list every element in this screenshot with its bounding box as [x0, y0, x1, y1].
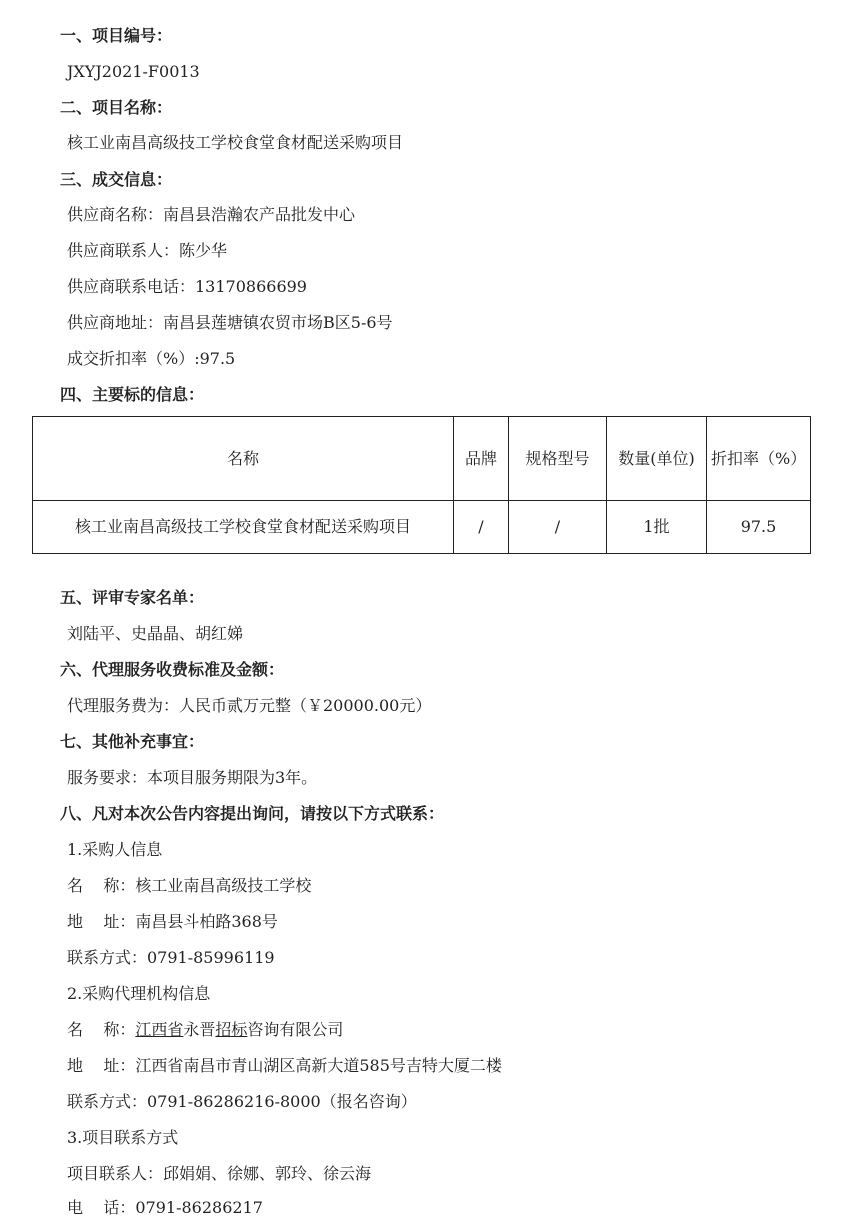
- agency-name-label: 名 称：: [67, 1020, 136, 1039]
- header-quantity: 数量(单位): [607, 417, 707, 501]
- expert-list: 刘陆平、史晶晶、胡红娣: [67, 624, 244, 643]
- project-phone-value: 0791-86286217: [135, 1198, 263, 1217]
- section-5-heading: 五、评审专家名单：: [60, 588, 205, 607]
- purchaser-address-label: 地 址：: [67, 912, 136, 931]
- section-1-heading: 一、项目编号：: [60, 26, 173, 45]
- purchaser-name: [67, 876, 311, 896]
- project-contact-people: 项目联系人：邱娟娟、徐娜、郭玲、徐云海: [67, 1164, 372, 1183]
- header-spec: 规格型号: [509, 417, 607, 501]
- agency-name-part4: 咨询有限公司: [247, 1020, 344, 1039]
- agency-name-part2: 永晋: [183, 1020, 216, 1039]
- agency-title: 2.采购代理机构信息: [67, 984, 211, 1003]
- section-2-heading: 二、项目名称：: [60, 98, 173, 117]
- section-8-heading: 八、凡对本次公告内容提出询问，请按以下方式联系：: [60, 804, 445, 823]
- project-contact-title: 3.项目联系方式: [67, 1128, 179, 1147]
- agency-name: [67, 1020, 343, 1040]
- table-row: [33, 501, 811, 554]
- project-name: 核工业南昌高级技工学校食堂食材配送采购项目: [67, 133, 404, 152]
- project-number: JXYJ2021-F0013: [67, 62, 200, 81]
- agency-name-part1: 江西省: [135, 1020, 184, 1039]
- project-phone-label: 电 话：: [67, 1198, 136, 1217]
- project-contact-phone: [67, 1198, 263, 1218]
- supplier-name: 供应商名称：南昌县浩瀚农产品批发中心: [67, 205, 356, 224]
- purchaser-contact: 联系方式：0791-85996119: [67, 948, 275, 967]
- agency-address: [67, 1056, 502, 1076]
- discount-rate: 成交折扣率（%）:97.5: [67, 349, 236, 368]
- header-discount: 折扣率（%）: [707, 417, 811, 501]
- service-requirement: 服务要求：本项目服务期限为3年。: [67, 768, 318, 787]
- cell-spec: /: [509, 501, 607, 554]
- items-table: [32, 416, 811, 554]
- purchaser-name-label: 名 称：: [67, 876, 136, 895]
- agency-address-label: 地 址：: [67, 1056, 136, 1075]
- supplier-phone: 供应商联系电话：13170866699: [67, 277, 307, 296]
- purchaser-name-value: 核工业南昌高级技工学校: [135, 876, 312, 895]
- agency-name-part3: 招标: [215, 1020, 248, 1039]
- section-4-heading: 四、主要标的信息：: [60, 385, 205, 404]
- cell-discount: 97.5: [707, 501, 811, 554]
- cell-brand: /: [454, 501, 509, 554]
- purchaser-title: 1.采购人信息: [67, 840, 163, 859]
- header-name: 名称: [33, 417, 454, 501]
- section-6-heading: 六、代理服务收费标准及金额：: [60, 660, 285, 679]
- purchaser-address-value: 南昌县斗柏路368号: [135, 912, 278, 931]
- header-brand: 品牌: [454, 417, 509, 501]
- supplier-address: 供应商地址：南昌县莲塘镇农贸市场B区5-6号: [67, 313, 393, 332]
- table-header-row: [33, 417, 811, 501]
- section-7-heading: 七、其他补充事宜：: [60, 732, 205, 751]
- section-3-heading: 三、成交信息：: [60, 170, 173, 189]
- purchaser-address: [67, 912, 278, 932]
- agency-contact: 联系方式：0791-86286216-8000（报名咨询）: [67, 1092, 417, 1111]
- agency-fee: 代理服务费为：人民币贰万元整（￥20000.00元）: [67, 696, 432, 715]
- cell-name: 核工业南昌高级技工学校食堂食材配送采购项目: [33, 501, 454, 554]
- supplier-contact: 供应商联系人：陈少华: [67, 241, 228, 260]
- cell-quantity: 1批: [607, 501, 707, 554]
- agency-address-value: 江西省南昌市青山湖区高新大道585号吉特大厦二楼: [135, 1056, 502, 1075]
